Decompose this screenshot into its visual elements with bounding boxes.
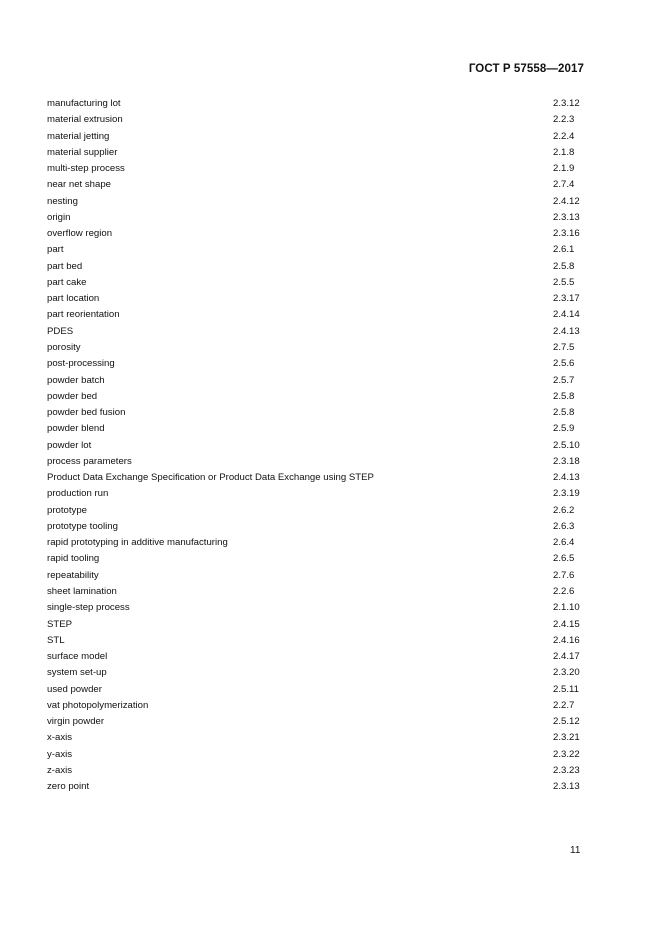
index-term: part bed xyxy=(47,260,83,272)
index-ref: 2.4.17 xyxy=(553,651,580,663)
index-row xyxy=(47,584,584,600)
index-ref: 2.3.22 xyxy=(553,748,580,760)
index-row xyxy=(47,649,584,665)
index-term: powder lot xyxy=(47,439,92,451)
index-term: powder bed fusion xyxy=(47,407,126,419)
index-row xyxy=(47,373,584,389)
index-row xyxy=(47,242,584,258)
index-ref: 2.3.13 xyxy=(553,211,580,223)
index-term: post-processing xyxy=(47,358,115,370)
index-ref: 2.3.16 xyxy=(553,228,580,240)
index-row xyxy=(47,129,584,145)
index-ref: 2.4.15 xyxy=(553,618,580,630)
index-row xyxy=(47,389,584,405)
index-term: material supplier xyxy=(47,146,118,158)
index-ref: 2.5.7 xyxy=(553,374,575,386)
index-row xyxy=(47,779,584,795)
index-row xyxy=(47,421,584,437)
index-ref: 2.3.23 xyxy=(553,764,580,776)
index-term: part cake xyxy=(47,276,87,288)
index-ref: 2.5.8 xyxy=(553,407,575,419)
index-row xyxy=(47,194,584,210)
index-row xyxy=(47,714,584,730)
index-ref: 2.1.8 xyxy=(553,146,575,158)
index-ref: 2.5.11 xyxy=(553,683,579,695)
index-term: used powder xyxy=(47,683,102,695)
index-term: porosity xyxy=(47,341,81,353)
index-row xyxy=(47,600,584,616)
index-row xyxy=(47,275,584,291)
index-row xyxy=(47,177,584,193)
index-term: virgin powder xyxy=(47,716,105,728)
index-row xyxy=(47,259,584,275)
index-row xyxy=(47,161,584,177)
index-ref: 2.4.13 xyxy=(553,325,580,337)
index-ref: 2.7.5 xyxy=(553,341,575,353)
index-row xyxy=(47,486,584,502)
index-term: material extrusion xyxy=(47,114,123,126)
index-term: multi-step process xyxy=(47,163,125,175)
index-row xyxy=(47,210,584,226)
index-term: process parameters xyxy=(47,455,132,467)
index-row xyxy=(47,340,584,356)
index-ref: 2.5.12 xyxy=(553,716,580,728)
index-term: near net shape xyxy=(47,179,112,191)
index-row xyxy=(47,682,584,698)
index-ref: 2.5.9 xyxy=(553,423,575,435)
index-row xyxy=(47,633,584,649)
index-ref: 2.6.3 xyxy=(553,520,575,532)
index-term: origin xyxy=(47,211,71,223)
index-ref: 2.6.5 xyxy=(553,553,575,565)
index-term: manufacturing lot xyxy=(47,98,121,109)
index-term: rapid prototyping in additive manufacturing xyxy=(47,537,228,549)
index-ref: 2.6.2 xyxy=(553,504,575,516)
index-ref: 2.1.9 xyxy=(553,163,575,175)
index-ref: 2.4.13 xyxy=(553,472,580,484)
index-row xyxy=(47,405,584,421)
index-term: zero point xyxy=(47,781,90,793)
index-ref: 2.4.14 xyxy=(553,309,580,321)
index-ref: 2.2.6 xyxy=(553,585,575,597)
index-ref: 2.3.19 xyxy=(553,488,580,500)
page-number: 11 xyxy=(570,845,581,856)
index-row xyxy=(47,568,584,584)
index-term: z-axis xyxy=(47,764,73,776)
index-row xyxy=(47,763,584,779)
index-row xyxy=(47,535,584,551)
index-term: system set-up xyxy=(47,667,107,679)
index-row xyxy=(47,96,584,112)
index-term: part location xyxy=(47,293,100,305)
term-index-list xyxy=(47,96,584,795)
index-row xyxy=(47,291,584,307)
index-row xyxy=(47,503,584,519)
index-term: rapid tooling xyxy=(47,553,100,565)
index-row xyxy=(47,145,584,161)
index-row xyxy=(47,356,584,372)
index-ref: 2.3.12 xyxy=(553,98,580,109)
index-ref: 2.3.20 xyxy=(553,667,580,679)
index-row xyxy=(47,470,584,486)
index-term: repeatability xyxy=(47,569,99,581)
index-ref: 2.1.10 xyxy=(553,602,580,614)
index-term: x-axis xyxy=(47,732,73,744)
index-row xyxy=(47,551,584,567)
index-ref: 2.2.3 xyxy=(553,114,575,126)
index-term: surface model xyxy=(47,651,108,663)
index-ref: 2.7.6 xyxy=(553,569,575,581)
index-row xyxy=(47,698,584,714)
index-term: prototype tooling xyxy=(47,520,118,532)
index-term: part xyxy=(47,244,64,256)
index-row xyxy=(47,519,584,535)
index-term: single-step process xyxy=(47,602,130,614)
index-ref: 2.4.16 xyxy=(553,634,580,646)
index-ref: 2.5.5 xyxy=(553,276,575,288)
index-ref: 2.2.7 xyxy=(553,699,575,711)
index-term: material jetting xyxy=(47,130,110,142)
index-ref: 2.3.13 xyxy=(553,781,580,793)
index-term: vat photopolymerization xyxy=(47,699,149,711)
index-ref: 2.5.6 xyxy=(553,358,575,370)
index-ref: 2.3.21 xyxy=(553,732,580,744)
index-term: STL xyxy=(47,634,65,646)
index-row xyxy=(47,112,584,128)
index-row xyxy=(47,454,584,470)
index-row xyxy=(47,307,584,323)
index-term: nesting xyxy=(47,195,78,207)
document-header-code: ГОСТ Р 57558—2017 xyxy=(468,63,584,75)
index-term: sheet lamination xyxy=(47,585,117,597)
index-ref: 2.5.8 xyxy=(553,390,575,402)
index-row xyxy=(47,617,584,633)
index-row xyxy=(47,324,584,340)
index-term: overflow region xyxy=(47,228,113,240)
index-row xyxy=(47,665,584,681)
index-ref: 2.3.18 xyxy=(553,455,580,467)
index-term: part reorientation xyxy=(47,309,120,321)
index-row xyxy=(47,226,584,242)
index-term: production run xyxy=(47,488,109,500)
index-term: y-axis xyxy=(47,748,73,760)
index-ref: 2.5.8 xyxy=(553,260,575,272)
index-term: prototype xyxy=(47,504,88,516)
index-row xyxy=(47,438,584,454)
index-ref: 2.5.10 xyxy=(553,439,580,451)
index-term: STEP xyxy=(47,618,73,630)
index-term: powder bed xyxy=(47,390,98,402)
index-ref: 2.4.12 xyxy=(553,195,580,207)
index-ref: 2.6.4 xyxy=(553,537,575,549)
index-row xyxy=(47,730,584,746)
index-term: powder batch xyxy=(47,374,105,386)
index-term: PDES xyxy=(47,325,74,337)
index-ref: 2.7.4 xyxy=(553,179,575,191)
index-ref: 2.6.1 xyxy=(553,244,575,256)
index-ref: 2.2.4 xyxy=(553,130,575,142)
index-row xyxy=(47,747,584,763)
index-term: powder blend xyxy=(47,423,105,435)
index-ref: 2.3.17 xyxy=(553,293,580,305)
index-term: Product Data Exchange Specification or Product Data Exchange using STEP xyxy=(47,472,374,484)
